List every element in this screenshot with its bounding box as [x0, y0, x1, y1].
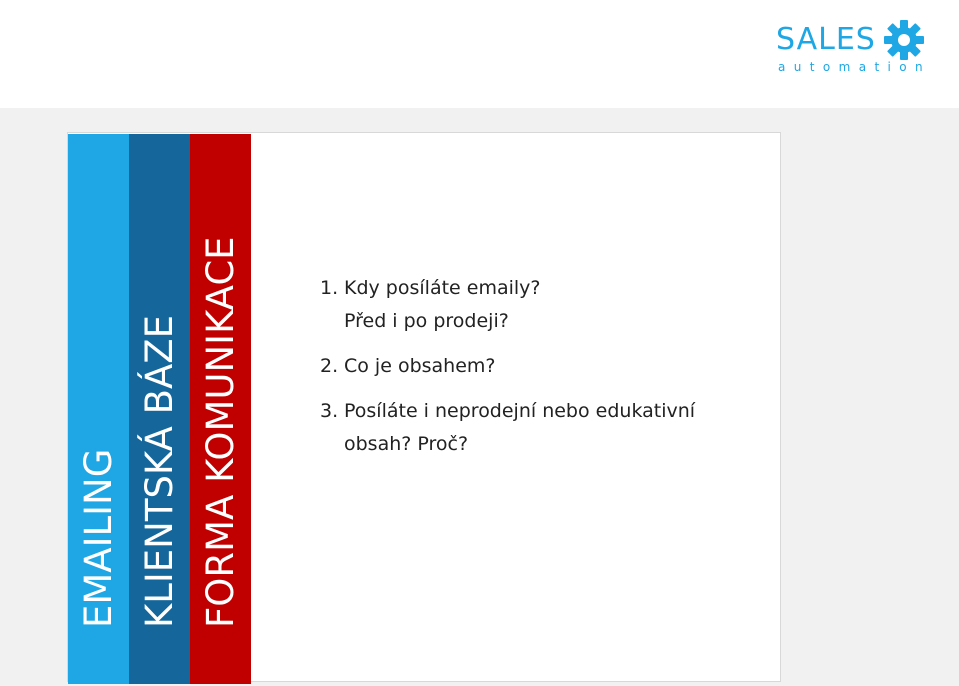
- band-forma-komunikace: [190, 134, 251, 684]
- band-label-forma-komunikace: FORMA KOMUNIKACE: [198, 236, 242, 628]
- band-klientska-baze: [129, 134, 190, 684]
- question-1: [320, 276, 770, 333]
- question-text: Kdy posíláte emaily?: [344, 277, 541, 299]
- question-2: [320, 354, 770, 378]
- gear-icon: [882, 18, 926, 62]
- question-3: [320, 399, 770, 456]
- sales-automation-logo: [776, 18, 936, 78]
- band-label-emailing: EMAILING: [76, 448, 120, 628]
- question-text: Posíláte i neprodejní nebo edukativní: [344, 400, 696, 422]
- question-number: 1.: [320, 277, 339, 299]
- question-text: Před i po prodeji?: [344, 310, 509, 332]
- logo-subtitle: automation: [778, 60, 932, 74]
- question-number: 3.: [320, 400, 339, 422]
- header: [0, 0, 959, 108]
- question-text: obsah? Proč?: [344, 433, 469, 455]
- question-number: 2.: [320, 355, 339, 377]
- question-list: [320, 276, 770, 456]
- band-emailing: [68, 134, 129, 684]
- logo-word: SALES: [776, 22, 876, 57]
- band-label-klientska-baze: KLIENTSKÁ BÁZE: [137, 314, 181, 628]
- question-text: Co je obsahem?: [344, 355, 496, 377]
